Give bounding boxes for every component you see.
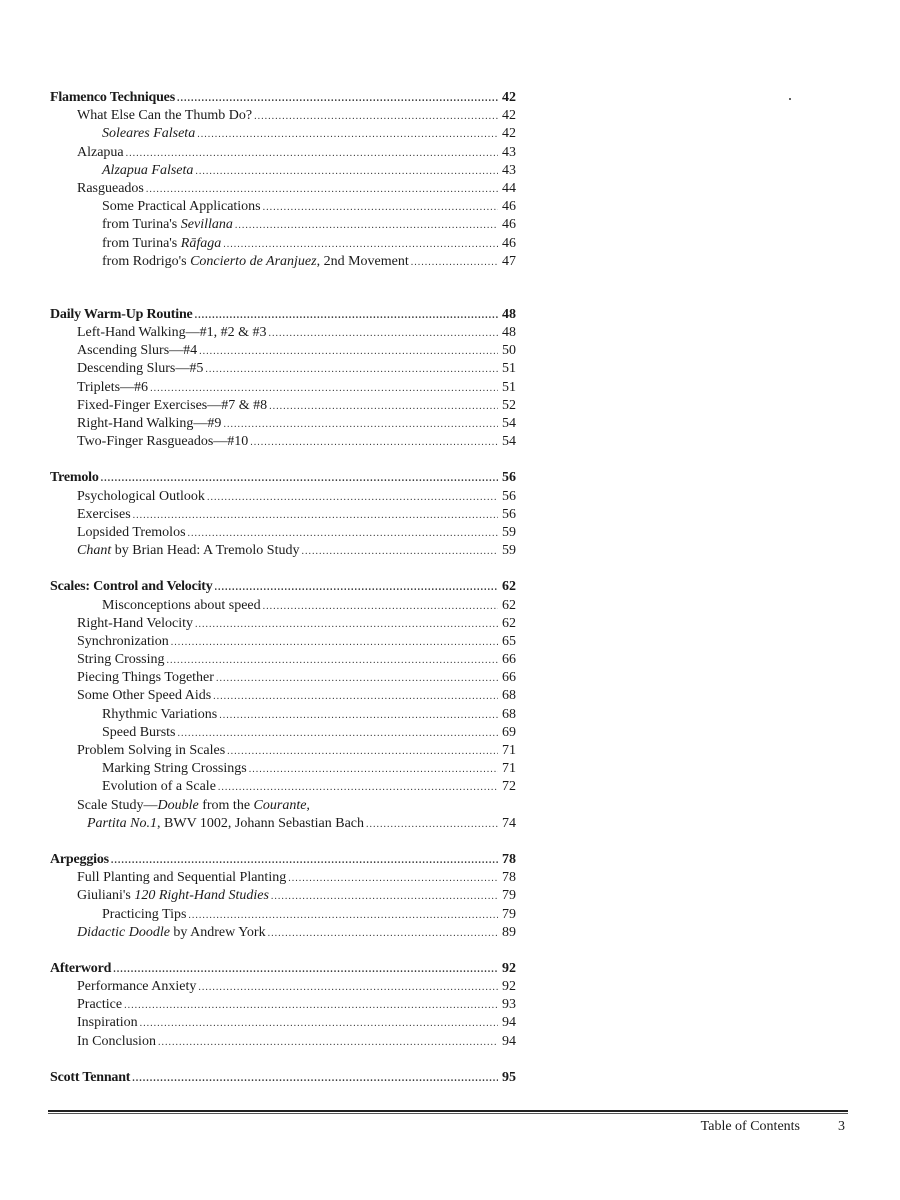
entry-title-part: Giuliani's	[77, 888, 135, 904]
entry-page-number: 54	[502, 416, 516, 431]
toc-subentry[interactable]	[50, 924, 516, 942]
entry-title	[102, 597, 261, 615]
dot-leader	[227, 743, 498, 761]
entry-page-number: 94	[502, 1033, 516, 1049]
entry-title-part: Descending Slurs—#5	[77, 361, 204, 377]
entry-title-part: Rhythmic Variations	[102, 706, 218, 722]
entry-page-number: 43	[502, 162, 516, 178]
entry-title	[77, 342, 197, 360]
toc-subentry[interactable]	[50, 125, 516, 143]
entry-page-number: 74	[502, 815, 516, 831]
dot-leader	[263, 199, 498, 217]
dot-leader	[207, 489, 498, 507]
entry-title	[77, 924, 266, 942]
entry-title-part: Practice	[77, 997, 123, 1013]
dot-leader	[195, 616, 498, 634]
entry-page-number: 56	[502, 470, 516, 486]
entry-title	[77, 379, 148, 397]
dot-leader	[111, 852, 498, 870]
toc-section	[50, 89, 516, 271]
toc-chapter-entry[interactable]	[50, 306, 516, 324]
entry-title-part: String Crossing	[77, 652, 165, 668]
entry-title-part: Soleares Falseta	[102, 126, 196, 142]
entry-title-part: from Turina's	[102, 217, 181, 233]
entry-title	[77, 687, 211, 705]
entry-title	[77, 433, 248, 451]
entry-title-part: Right-Hand Walking—#9	[77, 416, 222, 431]
entry-title	[77, 797, 310, 815]
dot-leader	[178, 725, 499, 743]
entry-page-number: 42	[502, 108, 516, 124]
entry-page-number: 46	[502, 217, 516, 233]
entry-page-number: 89	[502, 924, 516, 940]
entry-title	[102, 125, 195, 143]
entry-title	[77, 488, 205, 506]
toc-subentry[interactable]	[50, 760, 516, 778]
toc-subentry[interactable]	[50, 198, 516, 216]
entry-title-part: Marking String Crossings	[102, 761, 247, 777]
entry-title-part: by Andrew York	[169, 924, 266, 940]
dot-leader	[195, 163, 498, 181]
dot-leader	[171, 634, 498, 652]
entry-title-part: Practicing Tips	[102, 906, 187, 922]
entry-title	[102, 906, 186, 924]
entry-page-number: 47	[502, 253, 516, 269]
entry-page-number: 51	[502, 361, 516, 377]
toc-subentry[interactable]	[50, 415, 516, 433]
entry-title	[77, 669, 214, 687]
toc-subentry[interactable]	[50, 615, 516, 633]
toc-section	[50, 851, 516, 942]
dot-leader	[150, 380, 498, 398]
dot-leader	[249, 761, 498, 779]
entry-title	[77, 996, 122, 1014]
entry-title-part: Problem Solving in Scales	[77, 743, 226, 758]
entry-page-number: 48	[502, 325, 516, 341]
toc-subentry[interactable]	[50, 379, 516, 397]
dot-leader	[198, 979, 498, 997]
dot-leader	[167, 652, 498, 670]
entry-page-number: 52	[502, 397, 516, 413]
print-speck	[789, 98, 791, 100]
entry-title-part: Psychological Outlook	[77, 488, 205, 504]
entry-page-number: 72	[502, 779, 516, 795]
toc-chapter-entry[interactable]	[50, 578, 516, 596]
entry-title	[77, 978, 196, 996]
entry-title-part: Piecing Things Together	[77, 670, 214, 686]
entry-page-number: 92	[502, 979, 516, 995]
entry-title-part: Performance Anxiety	[77, 979, 197, 995]
entry-page-number: 65	[502, 633, 516, 649]
entry-page-number: 50	[502, 343, 516, 359]
dot-leader	[268, 925, 498, 943]
toc-subentry[interactable]	[50, 524, 516, 542]
dot-leader	[188, 525, 498, 543]
entry-page-number: 66	[502, 652, 516, 668]
entry-title	[102, 724, 176, 742]
toc-subentry[interactable]	[50, 360, 516, 378]
toc-section	[50, 1069, 516, 1087]
entry-title-part: from Rodrigo's	[102, 253, 191, 269]
entry-title-part: Sevillana	[180, 217, 233, 233]
dot-leader	[263, 598, 498, 616]
entry-title-part: Exercises	[77, 506, 131, 522]
dot-leader	[133, 507, 498, 525]
entry-title-part: , BWV 1002, Johann Sebastian Bach	[157, 815, 365, 831]
entry-title-part: Arpeggios	[50, 851, 109, 867]
entry-title-part: Afterword	[50, 960, 112, 976]
entry-title-part: Some Other Speed Aids	[77, 688, 212, 704]
entry-title	[77, 144, 124, 162]
entry-page-number: 62	[502, 579, 516, 595]
page-footer	[701, 1119, 845, 1135]
dot-leader	[269, 398, 498, 416]
entry-title	[102, 706, 217, 724]
dot-leader	[271, 888, 498, 906]
entry-page-number: 69	[502, 724, 516, 740]
entry-title-part: Fixed-Finger Exercises—#7 & #8	[77, 397, 268, 413]
entry-page-number: 79	[502, 888, 516, 904]
dot-leader	[205, 361, 498, 379]
dot-leader	[235, 217, 498, 235]
toc-subentry[interactable]	[50, 324, 516, 342]
entry-title-part: Scale Study—	[77, 797, 158, 813]
entry-title	[102, 253, 409, 271]
dot-leader	[223, 416, 498, 434]
entry-title	[77, 542, 299, 560]
toc-subentry[interactable]	[50, 542, 516, 560]
entry-title	[77, 869, 286, 887]
entry-title	[50, 960, 111, 978]
toc-subentry[interactable]	[50, 162, 516, 180]
entry-title	[77, 506, 131, 524]
entry-page-number: 79	[502, 906, 516, 922]
entry-title	[50, 89, 175, 107]
entry-page-number: 62	[502, 597, 516, 613]
toc-subentry[interactable]	[50, 488, 516, 506]
dot-leader	[215, 579, 498, 597]
dot-leader	[411, 254, 498, 272]
entry-page-number: 94	[502, 1015, 516, 1031]
entry-page-number: 62	[502, 615, 516, 631]
entry-title	[77, 1014, 138, 1032]
toc-subentry[interactable]	[50, 778, 516, 796]
entry-title	[77, 887, 269, 905]
entry-title-part: , 2nd Movement	[316, 253, 409, 269]
entry-title-part: Scales: Control and Velocity	[50, 579, 213, 595]
entry-title	[77, 397, 267, 415]
entry-title-part: Alzapua Falseta	[102, 162, 194, 178]
toc-subentry[interactable]	[50, 978, 516, 996]
entry-title-part: Synchronization	[77, 633, 169, 649]
toc-subentry[interactable]	[50, 597, 516, 615]
toc-subentry[interactable]	[50, 1014, 516, 1032]
entry-title-part: Double	[157, 797, 199, 813]
entry-title-part: Two-Finger Rasgueados—#10	[77, 434, 249, 450]
dot-leader	[216, 670, 498, 688]
entry-title-part: Lopsided Tremolos	[77, 524, 186, 540]
toc-subentry[interactable]	[50, 996, 516, 1014]
toc-subentry[interactable]	[50, 724, 516, 742]
toc-subentry[interactable]	[50, 144, 516, 162]
entry-title	[77, 633, 169, 651]
entry-page-number: 78	[502, 870, 516, 886]
footer-label: Table of Contents	[700, 1119, 800, 1134]
entry-title	[50, 1069, 130, 1087]
entry-title-part: Scott Tennant	[50, 1069, 131, 1085]
dot-leader	[250, 434, 498, 452]
toc-chapter-entry[interactable]	[50, 960, 516, 978]
toc-subentry[interactable]	[50, 669, 516, 687]
entry-title	[77, 360, 203, 378]
entry-page-number: 59	[502, 524, 516, 540]
entry-page-number: 93	[502, 997, 516, 1013]
entry-page-number: 56	[502, 506, 516, 522]
entry-title-part: Rasgueados	[77, 180, 144, 196]
dot-leader	[126, 145, 498, 163]
entry-title-part: Daily Warm-Up Routine	[50, 306, 193, 322]
toc-subentry[interactable]	[50, 235, 516, 253]
dot-leader	[269, 325, 498, 343]
toc-chapter-entry[interactable]	[50, 851, 516, 869]
entry-title-part: by Brian Head: A Tremolo Study	[111, 543, 300, 559]
entry-title-part: Didactic Doodle	[77, 924, 170, 940]
entry-title-part: Tremolo	[50, 470, 99, 486]
entry-page-number: 66	[502, 670, 516, 686]
dot-leader	[146, 181, 498, 199]
entry-page-number: 59	[502, 543, 516, 559]
toc-section	[50, 578, 516, 833]
entry-title	[50, 469, 99, 487]
toc-subentry[interactable]	[50, 216, 516, 234]
entry-title	[77, 1033, 156, 1051]
entry-page-number: 95	[502, 1069, 516, 1085]
entry-title	[77, 107, 252, 125]
entry-page-number: 68	[502, 706, 516, 722]
entry-page-number: 46	[502, 235, 516, 251]
dot-leader	[223, 236, 498, 254]
entry-title-part: Misconceptions about speed	[102, 597, 261, 613]
entry-title	[102, 760, 247, 778]
dot-leader	[366, 816, 498, 834]
entry-page-number: 71	[502, 761, 516, 777]
entry-title-part: Right-Hand Velocity	[77, 615, 194, 631]
dot-leader	[124, 997, 498, 1015]
toc-section	[50, 960, 516, 1051]
dot-leader	[132, 1070, 498, 1088]
entry-title-part: Flamenco Techniques	[50, 90, 175, 105]
entry-title-part: Chant	[77, 543, 112, 559]
dot-leader	[177, 90, 498, 108]
entry-title	[77, 742, 225, 760]
toc-subentry[interactable]	[50, 107, 516, 125]
entry-page-number: 56	[502, 488, 516, 504]
dot-leader	[140, 1015, 498, 1033]
toc-subentry[interactable]	[50, 180, 516, 198]
toc-subentry[interactable]	[50, 869, 516, 887]
entry-title-part: from Turina's	[102, 235, 181, 251]
dot-leader	[288, 870, 498, 888]
toc-section	[50, 306, 516, 452]
dot-leader	[113, 961, 498, 979]
entry-page-number: 43	[502, 144, 516, 160]
dot-leader	[158, 1034, 498, 1052]
entry-title-part: Some Practical Applications	[102, 199, 261, 215]
entry-page-number: 71	[502, 743, 516, 758]
entry-title-part: Ascending Slurs—#4	[77, 343, 198, 359]
dot-leader	[188, 907, 498, 925]
entry-page-number: 44	[502, 180, 516, 196]
toc-subentry[interactable]	[50, 887, 516, 905]
entry-page-number: 42	[502, 126, 516, 142]
toc-subentry[interactable]	[50, 1033, 516, 1051]
entry-title	[77, 615, 193, 633]
dot-leader	[254, 108, 498, 126]
toc-subentry[interactable]	[50, 797, 516, 815]
entry-title-part: Partita No.1	[87, 815, 158, 831]
entry-title	[50, 578, 213, 596]
entry-title	[102, 235, 221, 253]
entry-page-number: 92	[502, 960, 516, 976]
entry-title	[102, 216, 233, 234]
table-of-contents	[50, 71, 516, 1087]
dot-leader	[301, 543, 498, 561]
toc-subentry[interactable]	[50, 633, 516, 651]
dot-leader	[199, 343, 498, 361]
entry-title	[77, 524, 186, 542]
entry-title-part: Triplets—#6	[77, 379, 149, 395]
entry-title	[77, 415, 221, 433]
entry-title-part: In Conclusion	[77, 1033, 156, 1049]
page-number: 3	[838, 1119, 845, 1134]
entry-page-number: 48	[502, 306, 516, 322]
entry-title	[77, 324, 267, 342]
entry-title	[102, 778, 216, 796]
entry-title	[50, 851, 109, 869]
dot-leader	[101, 470, 498, 488]
entry-title-part: Evolution of a Scale	[102, 779, 216, 795]
dot-leader	[197, 126, 498, 144]
entry-page-number: 42	[502, 90, 516, 105]
entry-page-number: 46	[502, 199, 516, 215]
entry-title-part: Speed Bursts	[102, 724, 176, 740]
footer-rule	[48, 1110, 848, 1114]
toc-subentry[interactable]	[50, 651, 516, 669]
toc-subentry[interactable]	[50, 742, 516, 760]
dot-leader	[213, 688, 498, 706]
entry-title-part: from the	[198, 797, 254, 813]
toc-subentry[interactable]	[50, 706, 516, 724]
dot-leader	[219, 707, 498, 725]
entry-title-part: Full Planting and Sequential Planting	[77, 870, 287, 886]
entry-title-part: Rāfaga	[180, 235, 222, 251]
toc-subentry[interactable]	[50, 397, 516, 415]
entry-title	[50, 306, 193, 324]
toc-subentry[interactable]	[50, 815, 516, 833]
toc-chapter-entry[interactable]	[50, 469, 516, 487]
toc-section	[50, 469, 516, 560]
entry-page-number: 51	[502, 379, 516, 395]
toc-subentry[interactable]	[50, 253, 516, 271]
entry-title	[102, 162, 193, 180]
entry-title-part: Inspiration	[77, 1015, 138, 1031]
entry-title-part: Left-Hand Walking—#1, #2 & #3	[77, 325, 267, 341]
entry-title	[87, 815, 364, 833]
entry-page-number: 78	[502, 851, 516, 867]
toc-subentry[interactable]	[50, 906, 516, 924]
entry-title-part: Concierto de Aranjuez	[190, 253, 317, 269]
dot-leader	[218, 779, 498, 797]
toc-chapter-entry[interactable]	[50, 1069, 516, 1087]
entry-page-number: 68	[502, 688, 516, 704]
dot-leader	[195, 307, 498, 325]
toc-subentry[interactable]	[50, 342, 516, 360]
entry-page-number: 54	[502, 434, 516, 450]
toc-subentry[interactable]	[50, 687, 516, 705]
toc-subentry[interactable]	[50, 506, 516, 524]
toc-chapter-entry[interactable]	[50, 89, 516, 107]
entry-title-part: Alzapua	[77, 144, 124, 160]
toc-subentry[interactable]	[50, 433, 516, 451]
entry-title-part: What Else Can the Thumb Do?	[77, 108, 253, 124]
entry-title-part: Courante,	[253, 797, 310, 813]
entry-title	[77, 180, 144, 198]
entry-title-part: 120 Right-Hand Studies	[134, 888, 269, 904]
entry-title	[102, 198, 261, 216]
entry-title	[77, 651, 165, 669]
